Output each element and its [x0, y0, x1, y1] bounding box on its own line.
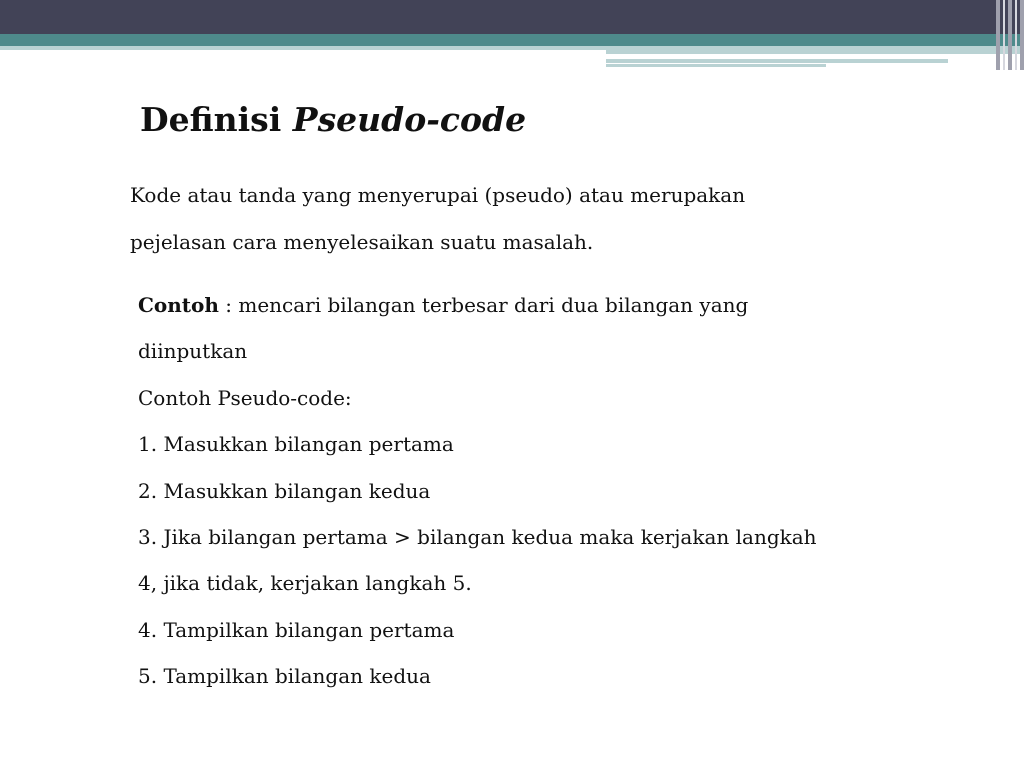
stripe [1003, 0, 1005, 70]
example-intro [138, 282, 908, 328]
stripe [1015, 0, 1017, 70]
definition-line: Kode atau tanda yang menyerupai (pseudo) atau merupakan [130, 183, 746, 207]
stripe [1008, 0, 1012, 70]
definition-line: pejelasan cara menyelesaikan suatu masalah. [130, 230, 594, 254]
header-light-bar [0, 46, 606, 50]
example-text: : mencari bilangan terbesar dari dua bilangan yang [218, 293, 749, 317]
slide-title [140, 100, 526, 139]
step-line: 4. Tampilkan bilangan pertama [138, 617, 455, 642]
header-light-bar [606, 59, 948, 63]
header-light-bar [606, 46, 1024, 54]
step-line: 2. Masukkan bilangan kedua [138, 478, 431, 503]
stripe [996, 0, 1000, 70]
step-line: 5. Tampilkan bilangan kedua [138, 664, 431, 689]
stripe [1020, 0, 1024, 70]
example-label: Contoh [138, 293, 219, 317]
title-italic: Pseudo-code [292, 100, 527, 139]
header-light-bar [606, 64, 826, 67]
pseudo-heading: Contoh Pseudo-code: [138, 385, 352, 410]
edge-stripes [994, 0, 1024, 70]
header-dark-bar [0, 0, 1024, 34]
title-prefix: Definisi [140, 100, 293, 139]
step-line: 4, jika tidak, kerjakan langkah 5. [138, 571, 472, 596]
definition-text [130, 172, 870, 266]
step-line: 1. Masukkan bilangan pertama [138, 432, 454, 457]
step-line: 3. Jika bilangan pertama > bilangan kedua maka kerjakan langkah [138, 525, 817, 550]
example-block [138, 282, 908, 700]
header-teal-bar [0, 34, 1024, 46]
example-text-continued: diinputkan [138, 339, 248, 364]
